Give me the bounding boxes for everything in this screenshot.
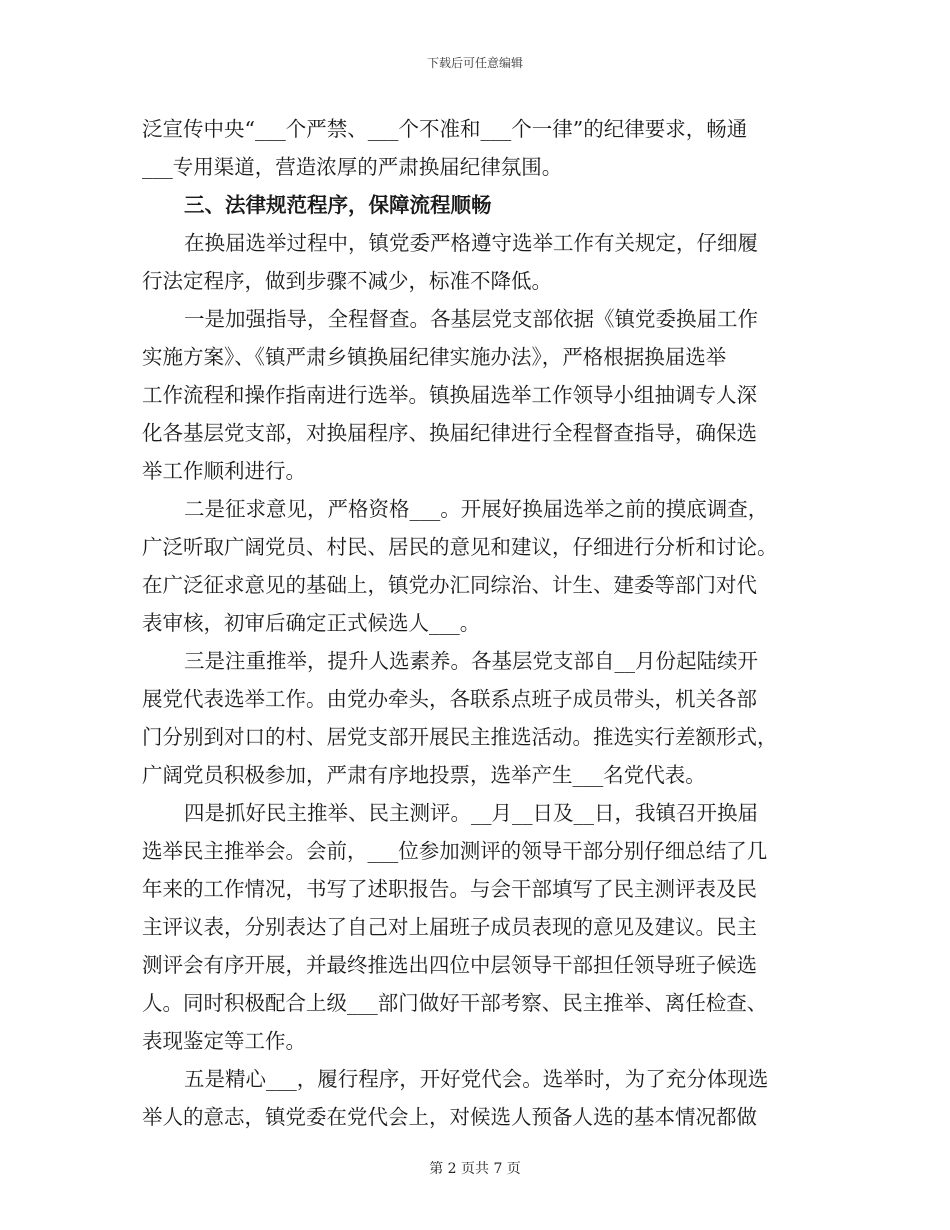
text-line: 泛宣传中央“___个严禁、___个不准和___个一律”的纪律要求，畅通: [142, 117, 748, 141]
text-line: ___专用渠道，营造浓厚的严肃换届纪律氛围。: [142, 155, 563, 179]
text-line: 人。同时积极配合上级___部门做好干部考察、民主推举、离任检查、: [142, 991, 768, 1015]
page-number: 第 2 页共 7 页: [429, 1161, 521, 1177]
text-line: 二是征求意见，严格资格___。开展好换届选举之前的摸底调查，: [184, 497, 769, 521]
text-line: 表现鉴定等工作。: [142, 1029, 306, 1053]
text-line: 选举民主推举会。会前，___位参加测评的领导干部分别仔细总结了几: [142, 839, 768, 863]
text-line: 门分别到对口的村、居党支部开展民主推选活动。推选实行差额形式，: [142, 725, 778, 749]
text-line: 工作流程和操作指南进行选举。镇换届选举工作领导小组抽调专人深: [142, 383, 757, 407]
text-line: 实施方案》、《镇严肃乡镇换届纪律实施办法》，严格根据换届选举: [142, 345, 727, 369]
text-line: 广阔党员积极参加，严肃有序地投票，选举产生___名党代表。: [142, 763, 706, 787]
text-line: 年来的工作情况，书写了述职报告。与会干部填写了民主测评表及民: [142, 877, 757, 901]
section-heading: 三、法律规范程序，保障流程顺畅: [184, 193, 492, 217]
text-line: 测评会有序开展，并最终推选出四位中层领导干部担任领导班子候选: [142, 953, 757, 977]
text-line: 五是精心___，履行程序，开好党代会。选举时，为了充分体现选: [184, 1067, 769, 1091]
text-line: 在换届选举过程中，镇党委严格遵守选举工作有关规定，仔细履: [184, 231, 758, 255]
text-line: 广泛听取广阔党员、村民、居民的意见和建议，仔细进行分析和讨论。: [142, 535, 778, 559]
text-line: 四是抓好民主推举、民主测评。__月__日及__日，我镇召开换届: [184, 801, 758, 825]
text-line: 主评议表，分别表达了自己对上届班子成员表现的意见及建议。民主: [142, 915, 757, 939]
text-line: 举人的意志，镇党委在党代会上，对候选人预备人选的基本情况都做: [142, 1105, 757, 1129]
text-line: 展党代表选举工作。由党办牵头，各联系点班子成员带头，机关各部: [142, 687, 757, 711]
text-line: 举工作顺利进行。: [142, 459, 306, 483]
text-line: 行法定程序，做到步骤不减少，标准不降低。: [142, 269, 552, 293]
text-line: 表审核，初审后确定正式候选人___。: [142, 611, 481, 635]
text-line: 三是注重推举，提升人选素养。各基层党支部自__月份起陆续开: [184, 649, 758, 673]
page-header: 下载后可任意编辑: [426, 56, 523, 70]
text-line: 在广泛征求意见的基础上，镇党办汇同综治、计生、建委等部门对代: [142, 573, 757, 597]
text-line: 化各基层党支部，对换届程序、换届纪律进行全程督查指导，确保选: [142, 421, 757, 445]
text-line: 一是加强指导，全程督查。各基层党支部依据《镇党委换届工作: [184, 307, 758, 331]
document-body: [142, 110, 810, 1136]
